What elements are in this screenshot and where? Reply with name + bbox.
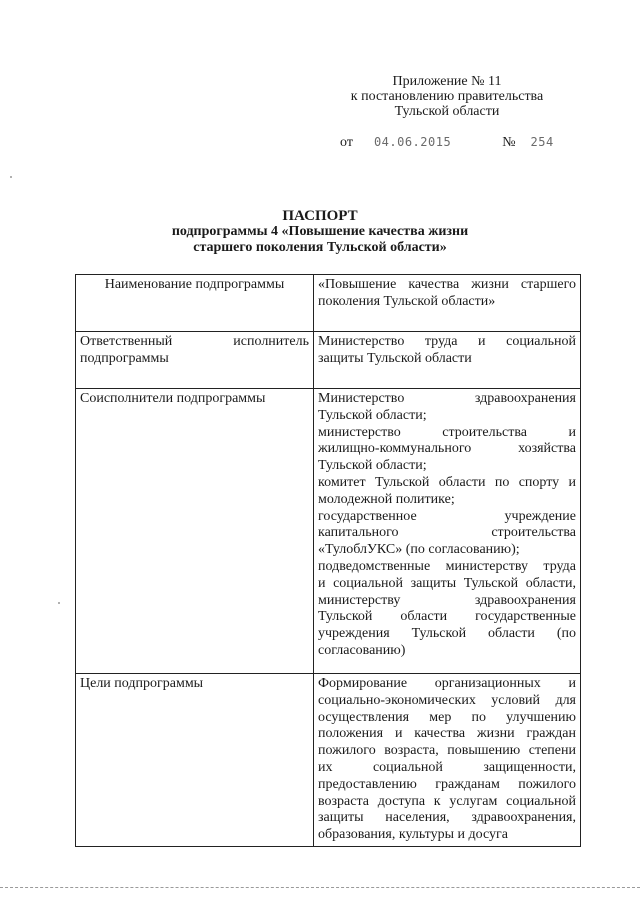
number-label: № — [502, 135, 516, 150]
appendix-resolution: к постановлению правительства — [350, 89, 544, 104]
resolution-date-line — [340, 135, 554, 151]
row-label: Цели подпрограммы — [76, 674, 314, 847]
appendix-region: Тульской области — [394, 104, 500, 119]
table-row — [76, 389, 581, 674]
value-line: учреждения Тульской области (по — [318, 626, 576, 642]
table-row — [76, 332, 581, 389]
value-line: осуществления мер по улучшению — [318, 709, 576, 725]
passport-table — [75, 274, 581, 847]
value-line: «Повышение качества жизни старшего — [318, 277, 576, 292]
value-line: жилищно-коммунального хозяйства — [318, 441, 576, 457]
value-line: защиты населения, здравоохранения, — [318, 810, 576, 826]
row-label: Наименование подпрограммы — [76, 275, 314, 332]
value-line: государственное учреждение — [318, 508, 576, 524]
value-line: молодежной политике; — [318, 491, 455, 507]
label-line: Ответственный исполнитель — [80, 334, 309, 349]
value-line: образования, культуры и досуга — [318, 827, 508, 843]
value-line: и социальной защиты Тульской области, — [318, 575, 576, 591]
value-line: Министерство труда и социальной — [318, 334, 576, 349]
appendix-title: Приложение № 11 — [392, 74, 502, 89]
value-line: подведомственные министерству труда — [318, 558, 576, 574]
document-heading — [100, 208, 540, 256]
value-line: Тульской области; — [318, 407, 427, 423]
value-line: Министерство здравоохранения — [318, 391, 576, 406]
value-line: Формирование организационных и — [318, 676, 576, 691]
value-line: Тульской области; — [318, 458, 427, 474]
value-line: министерство строительства и — [318, 424, 576, 440]
value-line: пожилого возраста, повышению степени — [318, 743, 576, 759]
resolution-date: 04.06.2015 — [373, 135, 452, 149]
value-line: положения и качества жизни граждан — [318, 726, 576, 742]
row-value — [314, 332, 581, 389]
date-prefix: от — [340, 135, 353, 150]
value-line: защиты Тульской области — [318, 350, 472, 366]
value-line: «ТулоблУКС» (по согласованию); — [318, 542, 520, 558]
appendix-block — [330, 74, 564, 119]
row-value — [314, 674, 581, 847]
table-row — [76, 275, 581, 332]
document-title: ПАСПОРТ — [282, 208, 358, 224]
label-line: подпрограммы — [80, 350, 169, 366]
row-label — [76, 332, 314, 389]
row-label: Соисполнители подпрограммы — [76, 389, 314, 674]
value-line: возраста доступа к услугам социальной — [318, 793, 576, 809]
scan-bottom-edge — [0, 887, 640, 891]
scan-speck — [10, 176, 12, 178]
value-line: поколения Тульской области» — [318, 293, 496, 309]
row-value — [314, 389, 581, 674]
row-value — [314, 275, 581, 332]
value-line: комитет Тульской области по спорту и — [318, 474, 576, 490]
document-subtitle-line1: подпрограммы 4 «Повышение качества жизни — [171, 224, 469, 239]
value-line: социально-экономических условий для — [318, 692, 576, 708]
value-line: предоставлению гражданам пожилого — [318, 776, 576, 792]
value-line: капитального строительства — [318, 525, 576, 541]
scan-speck — [58, 602, 60, 604]
document-subtitle-line2: старшего поколения Тульской области» — [193, 240, 447, 255]
value-line: Тульской области государственные — [318, 609, 576, 625]
value-line: их социальной защищенности, — [318, 759, 576, 775]
value-line: министерству здравоохранения — [318, 592, 576, 608]
table-row — [76, 674, 581, 847]
resolution-number: 254 — [530, 135, 554, 149]
value-line: согласованию) — [318, 642, 406, 658]
